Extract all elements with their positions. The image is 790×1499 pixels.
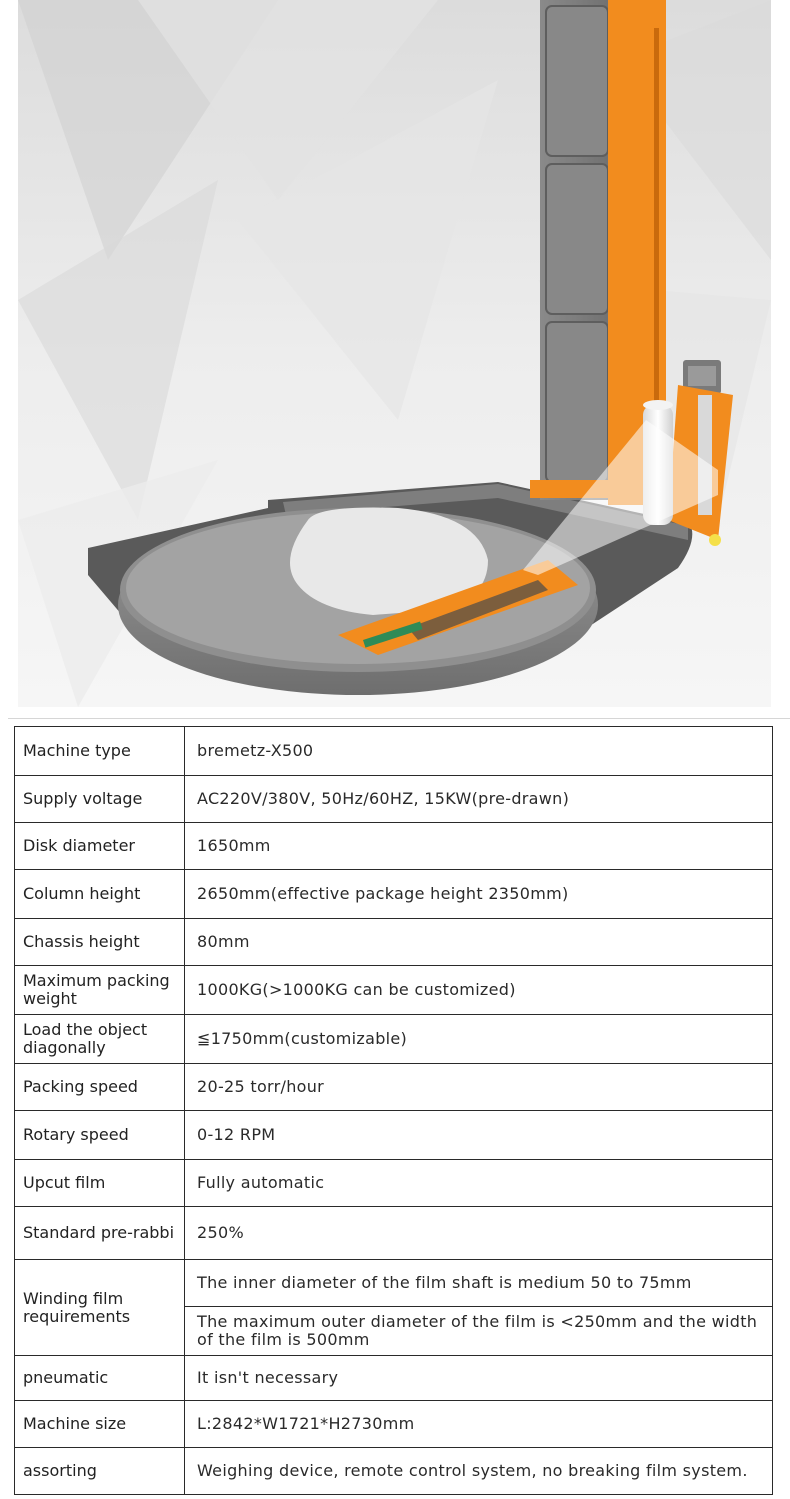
spec-table [14, 726, 773, 1495]
spec-value: 0-12 RPM [185, 1111, 773, 1160]
spec-label: Machine type [15, 727, 185, 776]
table-row [15, 1015, 773, 1064]
spec-value: The inner diameter of the film shaft is medium 50 to 75mm [185, 1260, 773, 1307]
spec-label: Upcut film [15, 1160, 185, 1207]
spec-value: 250% [185, 1207, 773, 1260]
table-row [15, 1401, 773, 1448]
stretch-wrapper-illustration [18, 0, 771, 707]
spec-label: Winding film requirements [15, 1260, 185, 1356]
spec-value: ≦1750mm(customizable) [185, 1015, 773, 1064]
spec-value: 80mm [185, 919, 773, 966]
table-row [15, 776, 773, 823]
spec-label: Standard pre-rabbi [15, 1207, 185, 1260]
table-row [15, 1356, 773, 1401]
spec-label: Chassis height [15, 919, 185, 966]
spec-label: pneumatic [15, 1356, 185, 1401]
spec-label: Disk diameter [15, 823, 185, 870]
table-row [15, 1207, 773, 1260]
spec-value: It isn't necessary [185, 1356, 773, 1401]
spec-value: bremetz-X500 [185, 727, 773, 776]
table-row [15, 1448, 773, 1495]
spec-value: Weighing device, remote control system, no breaking film system. [185, 1448, 773, 1495]
spec-value: 2650mm(effective package height 2350mm) [185, 870, 773, 919]
table-row [15, 823, 773, 870]
spec-value: L:2842*W1721*H2730mm [185, 1401, 773, 1448]
spec-value: The maximum outer diameter of the film is <250mm and the width of the film is 500mm [185, 1307, 773, 1356]
spec-label: Packing speed [15, 1064, 185, 1111]
spec-value: 20-25 torr/hour [185, 1064, 773, 1111]
spec-label: Column height [15, 870, 185, 919]
table-row [15, 870, 773, 919]
spec-label: assorting [15, 1448, 185, 1495]
spec-label: Load the object diagonally [15, 1015, 185, 1064]
spec-value: Fully automatic [185, 1160, 773, 1207]
table-row [15, 1160, 773, 1207]
product-image [18, 0, 771, 707]
table-row [15, 966, 773, 1015]
spec-label: Maximum packing weight [15, 966, 185, 1015]
table-row [15, 1064, 773, 1111]
divider [8, 718, 790, 719]
table-row [15, 1111, 773, 1160]
spec-value: 1000KG(>1000KG can be customized) [185, 966, 773, 1015]
spec-value: AC220V/380V, 50Hz/60HZ, 15KW(pre-drawn) [185, 776, 773, 823]
table-row [15, 1260, 773, 1307]
table-row [15, 919, 773, 966]
spec-value: 1650mm [185, 823, 773, 870]
table-row [15, 727, 773, 776]
spec-label: Supply voltage [15, 776, 185, 823]
spec-label: Rotary speed [15, 1111, 185, 1160]
spec-label: Machine size [15, 1401, 185, 1448]
